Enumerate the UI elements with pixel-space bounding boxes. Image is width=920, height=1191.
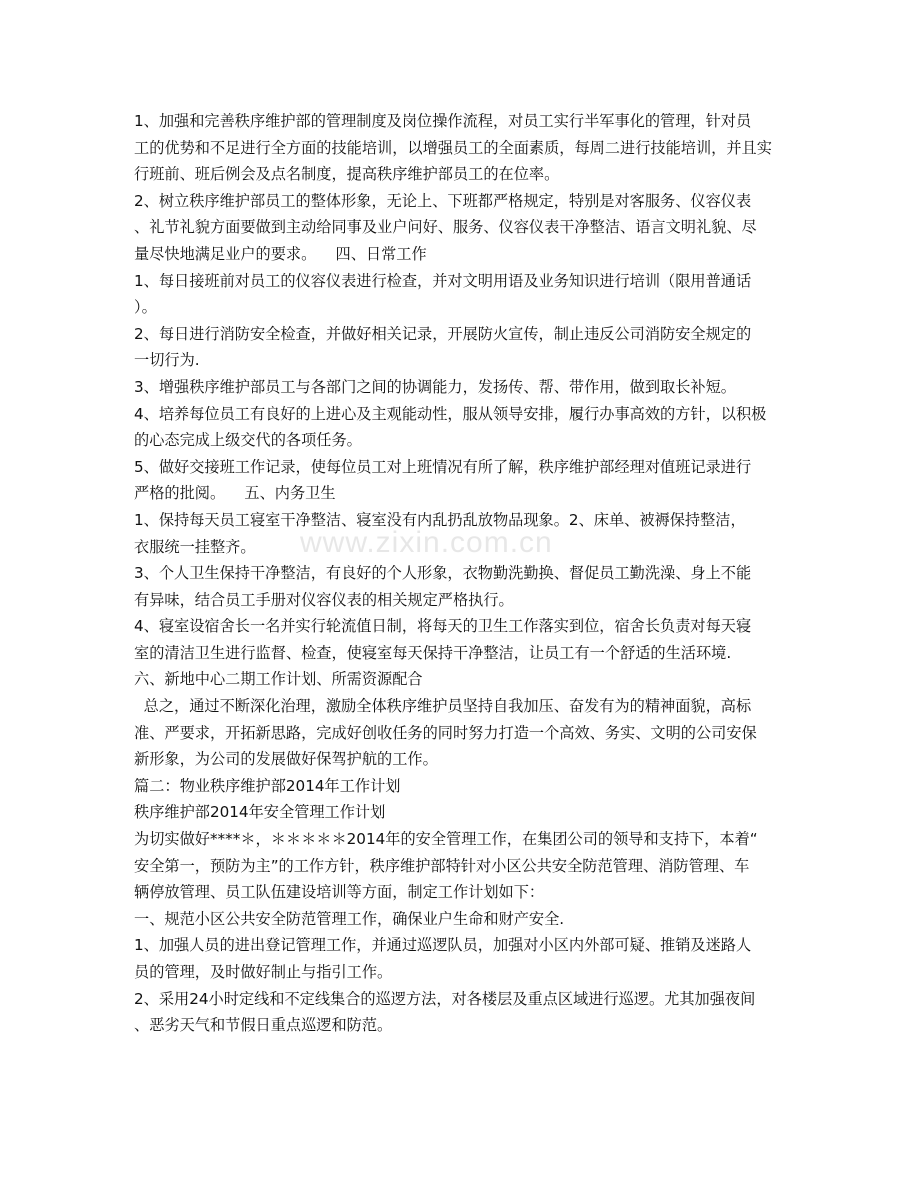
text-line: 秩序维护部2014年安全管理工作计划 [134,803,386,822]
text-line: 3、增强秩序维护部员工与各部门之间的协调能力，发扬传、帮、带作用，做到取长补短。 [134,377,736,396]
text-line: 1、加强人员的进出登记管理工作，并通过巡逻队员，加强对小区内外部可疑、推销及迷路人 [134,936,752,955]
text-line: 行班前、班后例会及点名制度，提高秩序维护部员工的在位率。 [134,165,560,184]
text-line: 量尽快地满足业户的要求。 四、日常工作 [134,244,427,263]
text-line: 新形象，为公司的发展做好保驾护航的工作。 [134,750,438,769]
text-line: 员的管理，及时做好制止与指引工作。 [134,963,393,981]
text-line: 准、严要求，开拓新思路，完成好创收任务的同时努力打造一个高效、务实、文明的公司安保 [134,723,757,742]
text-line: 4、寝室设宿舍长一名并实行轮流值日制，将每天的卫生工作落实到位，宿舍长负责对每天寝 [134,617,752,636]
watermark: www.zixin.com.cn [300,526,553,559]
text-line: 3、个人卫生保持干净整洁，有良好的个人形象，衣物勤洗勤换、督促员工勤洗澡、身上不能 [134,564,752,583]
text-line: 1、保持每天员工寝室干净整洁、寝室没有内乱扔乱放物品现象。2、床单、被褥保持整洁， [134,510,746,529]
document-body [134,108,786,1039]
text-line: 有异味，结合员工手册对仪容仪表的相关规定严格执行。 [134,590,514,609]
text-line: 5、做好交接班工作记录，使每位员工对上班情况有所了解，秩序维护部经理对值班记录进行 [134,457,752,476]
text-line: 2、每日进行消防安全检查，并做好相关记录，开展防火宣传，制止违反公司消防安全规定的 [134,324,752,343]
text-line: 室的清洁卫生进行监督、检查，使寝室每天保持干净整洁，让员工有一个舒适的生活环境. [134,643,732,662]
text-line: 辆停放管理、员工队伍建设培训等方面，制定工作计划如下： [134,883,545,902]
text-line: 2、树立秩序维护部员工的整体形象，无论上、下班都严格规定，特别是对客服务、仪容仪表 [134,191,752,210]
text-line: 严格的批阅。 五、内务卫生 [134,484,336,503]
text-line: 一切行为. [134,351,200,370]
text-line: 4、培养每位员工有良好的上进心及主观能动性，服从领导安排，履行办事高效的方针，以积极 [134,404,767,423]
text-line: 2、采用24小时定线和不定线集合的巡逻方法，对各楼层及重点区域进行巡逻。尤其加强夜间 [134,989,756,1008]
text-line: 总之，通过不断深化治理，激励全体秩序维护员坚持自我加压、奋发有为的精神面貌，高标 [134,697,752,716]
text-line: 六、新地中心二期工作计划、所需资源配合 [134,670,423,689]
text-line: ）。 [134,298,157,317]
text-line: 一、规范小区公共安全防范管理工作，确保业户生命和财产安全. [134,909,565,928]
text-line: 1、加强和完善秩序维护部的管理制度及岗位操作流程，对员工实行半军事化的管理，针对员 [134,112,752,130]
text-line: 篇二：物业秩序维护部2014年工作计划 [134,776,401,795]
text-line: 、礼节礼貌方面要做到主动给同事及业户问好、服务、仪容仪表干净整洁、语言文明礼貌、尽 [134,218,757,237]
text-line: 的心态完成上级交代的各项任务。 [134,431,362,450]
text-line: 衣服统一挂整齐。 [134,537,256,556]
text-line: 1、每日接班前对员工的仪容仪表进行检查，并对文明用语及业务知识进行培训（限用普通话 [134,271,752,290]
text-line: 为切实做好****＊，＊＊＊＊＊2014年的安全管理工作，在集团公司的领导和支持下，本着“ [134,830,758,849]
text-line: 、恶劣天气和节假日重点巡逻和防范。 [134,1016,393,1035]
text-line: 工的优势和不足进行全方面的技能培训，以增强员工的全面素质，每周二进行技能培训，并且实 [134,138,772,157]
text-line: 安全第一，预防为主”的工作方针，秩序维护部特针对小区公共安全防范管理、消防管理、车 [134,856,750,875]
